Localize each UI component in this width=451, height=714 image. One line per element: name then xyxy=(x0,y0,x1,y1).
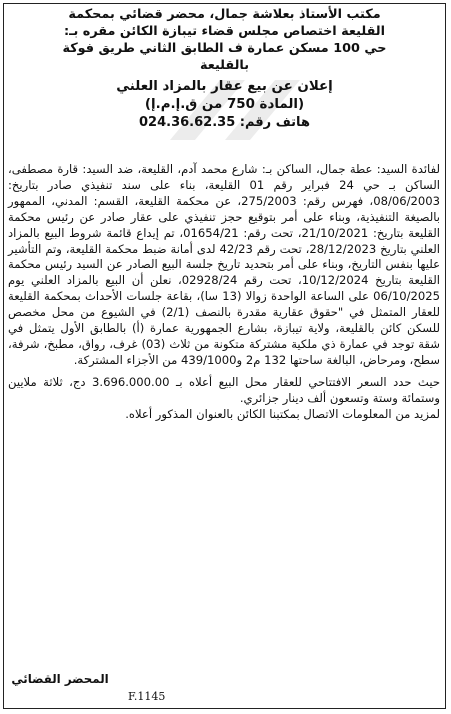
header-line-2: القليعة اختصاص مجلس قضاء تيبازة الكائن مقره بـ: xyxy=(64,24,385,39)
notice-body xyxy=(8,162,440,423)
reference-code: F.1145 xyxy=(128,690,166,703)
phone-row xyxy=(6,114,443,131)
body-paragraph-1: لفائدة السيد: عطة جمال، الساكن بـ: شارع محمد آدم، القليعة، ضد السيد: قارة مصطفى، الساكن بـ حي 24 فبراير رقم 01 القليعة، بناء على سند تنفيذي صادر بتاريخ: 08/06/2003، فهرس رقم: 275/2003، عن محكمة القليعة، القسم: المدني، الممهور بالصيغة التنفيذية، وبناء على أمر بتوقيع حجز تنفيذي على عقار صادر عن رئيس محكمة القليعة بتاريخ: 21/10/2021، تحت رقم: 01654/21، تم إيداع قائمة شروط البيع بالمزاد العلني بتاريخ 28/12/2023، تحت رقم 42/23 لدى أمانة ضبط محكمة القليعة، وتم التأشير عليها بنفس التاريخ، وبناء على أمر بتحديد تاريخ جلسة البيع الصادر عن السيد رئيس محكمة القليعة بتاريخ 10/12/2024، تحت رقم 02928/24، نعلن أن البيع بالمزاد العلني يوم 06/10/2025 على الساعة الواحدة زوالا (13 سا)، بقاعة جلسات الأحداث بمحكمة القليعة للعقار المتمثل في "حقوق عقارية مقدرة بالنصف (2/1) في الشيوع من محل مخصص للسكن كائن بالقليعة، ولاية تيبازة، بشارع الجمهورية عمارة (أ) بالطابق الأول يتمثل في شقة توجد في عمارة ذي ملكية مشتركة متكونة من ثلاث (03) غرف، رواق، مطبخ، شرفة، سطح، ومرحاض، البالغة ساحتها 132 م2 و439/1000 من الأجزاء المشتركة. xyxy=(8,162,441,367)
legal-article: (المادة 750 من ق.إ.م.إ) xyxy=(144,97,305,112)
header-line-1: مكتب الأستاذ بعلاشة جمال، محضر قضائي بمحكمة xyxy=(68,7,381,22)
notice-title: إعلان عن بيع عقار بالمزاد العلني xyxy=(116,79,333,94)
header-line-3: حي 100 مسكن عمارة ف الطابق الثاني طريق فوكة xyxy=(62,41,387,56)
phone-number: 024.36.62.35 xyxy=(139,115,236,130)
header-line-4: بالقليعة xyxy=(199,58,250,73)
phone-label: هاتف رقم: xyxy=(239,115,310,130)
body-paragraph-2: حيث حدد السعر الافتتاحي للعقار محل البيع أعلاه بـ 3.696.000.00 دج، ثلاثة ملايين وستمائة وستة وتسعون ألف دينار جزائري. xyxy=(8,374,440,405)
body-paragraph-3: لمزيد من المعلومات الاتصال بمكتبنا الكائن بالعنوان المذكور أعلاه. xyxy=(125,406,440,421)
signature-label: المحضر القضائي xyxy=(11,672,109,686)
notice-header xyxy=(6,6,443,131)
